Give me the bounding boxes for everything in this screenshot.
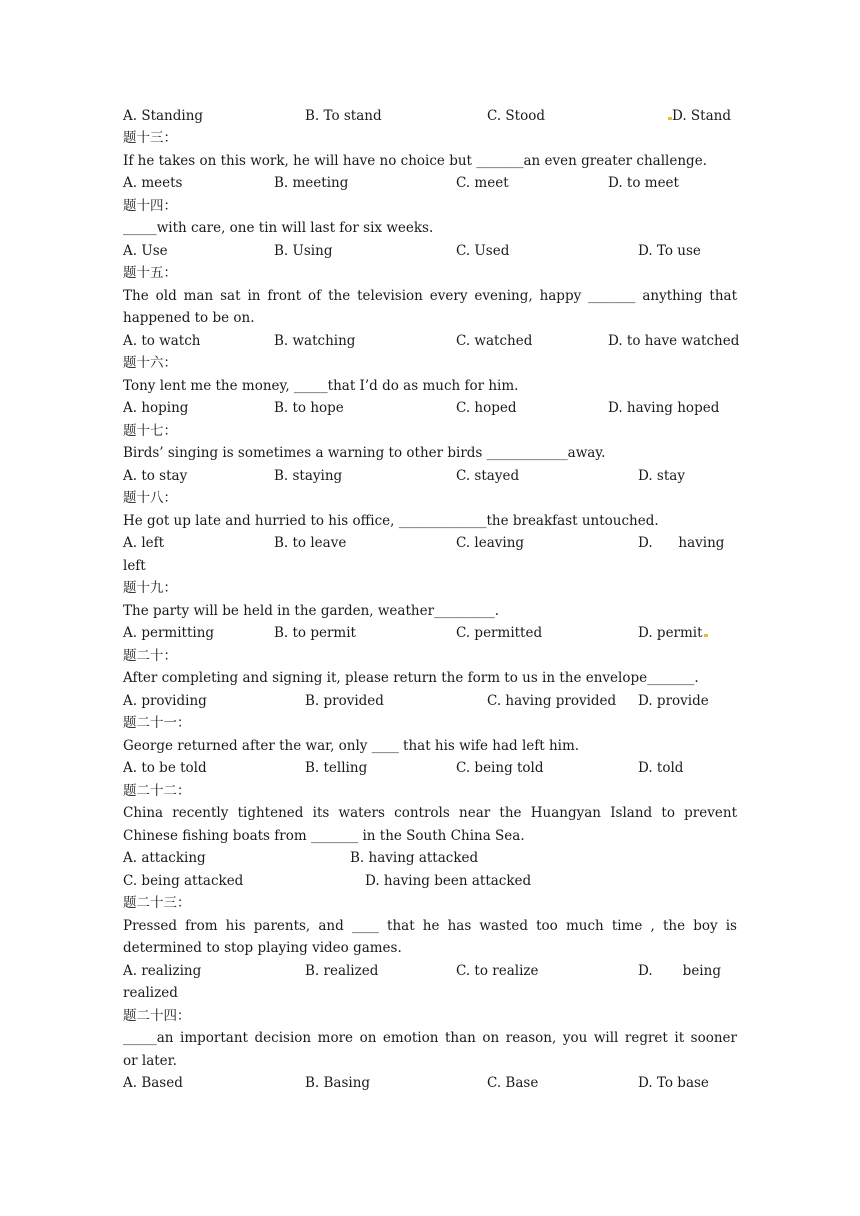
q20-option-d: D. provide bbox=[638, 693, 709, 709]
q22-option-b: B. having attacked bbox=[350, 850, 479, 866]
q15-option-b: B. watching bbox=[274, 333, 356, 349]
q12-option-a: A. Standing bbox=[123, 108, 204, 124]
q24-option-c: C. Base bbox=[487, 1075, 539, 1091]
q16-label: 题十六： bbox=[123, 355, 177, 371]
q24-option-b: B. Basing bbox=[305, 1075, 371, 1091]
q21-option-c: C. being told bbox=[456, 760, 544, 776]
q13-option-c: C. meet bbox=[456, 175, 509, 191]
q19-option-a: A. permitting bbox=[123, 625, 215, 641]
q13-option-d: D. to meet bbox=[608, 175, 679, 191]
q20-option-b: B. provided bbox=[305, 693, 384, 709]
q21-option-d: D. told bbox=[638, 760, 684, 776]
q15-stem-line2: happened to be on. bbox=[123, 310, 255, 326]
q23-option-c: C. to realize bbox=[456, 963, 539, 979]
q17-option-a: A. to stay bbox=[123, 468, 188, 484]
q23-options bbox=[123, 960, 737, 982]
q15-option-d: D. to have watched bbox=[608, 333, 740, 349]
q13-option-b: B. meeting bbox=[274, 175, 349, 191]
q15-option-a: A. to watch bbox=[123, 333, 201, 349]
q24-label: 题二十四： bbox=[123, 1008, 191, 1024]
q20-option-c: C. having provided bbox=[487, 693, 617, 709]
q15-stem-line1: The old man sat in front of the television every evening, happy _______ anything that bbox=[123, 288, 737, 304]
q22-options-row1 bbox=[123, 847, 737, 869]
q12-option-c: C. Stood bbox=[487, 108, 546, 124]
q16-option-a: A. hoping bbox=[123, 400, 189, 416]
q23-label: 题二十三： bbox=[123, 895, 191, 911]
q17-option-c: C. stayed bbox=[456, 468, 520, 484]
q17-label: 题十七： bbox=[123, 423, 177, 439]
highlight-mark bbox=[704, 634, 708, 637]
q15-label: 题十五： bbox=[123, 265, 177, 281]
q16-option-b: B. to hope bbox=[274, 400, 344, 416]
q23-option-d-continued: realized bbox=[123, 985, 178, 1001]
q20-label: 题二十： bbox=[123, 648, 177, 664]
q23-option-b: B. realized bbox=[305, 963, 379, 979]
q19-stem: The party will be held in the garden, weather_________. bbox=[123, 603, 500, 619]
q24-options bbox=[123, 1072, 737, 1094]
q18-option-b: B. to leave bbox=[274, 535, 347, 551]
q24-stem-line2: or later. bbox=[123, 1053, 177, 1069]
q19-options bbox=[123, 622, 737, 644]
q18-option-c: C. leaving bbox=[456, 535, 525, 551]
q22-option-a: A. attacking bbox=[123, 850, 206, 866]
q18-options bbox=[123, 532, 737, 554]
q17-option-b: B. staying bbox=[274, 468, 343, 484]
q17-stem: Birds’ singing is sometimes a warning to other birds ____________away. bbox=[123, 445, 606, 461]
q14-option-c: C. Used bbox=[456, 243, 510, 259]
q14-stem: _____with care, one tin will last for six weeks. bbox=[123, 220, 434, 236]
q18-option-d: D. having bbox=[638, 535, 725, 551]
q14-options bbox=[123, 240, 737, 262]
q24-stem-line1: _____an important decision more on emotion than on reason, you will regret it sooner bbox=[123, 1030, 737, 1046]
q13-options bbox=[123, 172, 737, 194]
q12-option-b: B. To stand bbox=[305, 108, 382, 124]
q14-option-a: A. Use bbox=[123, 243, 168, 259]
q22-option-d: D. having been attacked bbox=[365, 873, 532, 889]
q22-label: 题二十二： bbox=[123, 783, 191, 799]
q20-stem: After completing and signing it, please return the form to us in the envelope_______. bbox=[123, 670, 699, 686]
q21-option-a: A. to be told bbox=[123, 760, 207, 776]
q21-option-b: B. telling bbox=[305, 760, 368, 776]
q19-option-d: D. permit bbox=[638, 622, 708, 644]
q19-option-b: B. to permit bbox=[274, 625, 356, 641]
q22-stem-line1: China recently tightened its waters controls near the Huangyan Island to prevent bbox=[123, 805, 737, 821]
q14-label: 题十四： bbox=[123, 198, 177, 214]
q23-option-d: D. being bbox=[638, 963, 721, 979]
q23-stem-line2: determined to stop playing video games. bbox=[123, 940, 402, 956]
q12-options bbox=[123, 105, 737, 127]
q15-options bbox=[123, 330, 740, 352]
q13-label: 题十三： bbox=[123, 130, 177, 146]
q13-option-a: A. meets bbox=[123, 175, 183, 191]
q21-stem: George returned after the war, only ____ that his wife had left him. bbox=[123, 738, 580, 754]
q14-option-d: D. To use bbox=[638, 243, 701, 259]
q19-option-c: C. permitted bbox=[456, 625, 543, 641]
q17-options bbox=[123, 465, 737, 487]
q18-stem: He got up late and hurried to his office, _____________the breakfast untouched. bbox=[123, 513, 659, 529]
q20-options bbox=[123, 690, 737, 712]
q13-stem: If he takes on this work, he will have no choice but _______an even greater challenge. bbox=[123, 153, 707, 169]
q22-stem-line2: Chinese fishing boats from _______ in the South China Sea. bbox=[123, 828, 525, 844]
q21-label: 题二十一： bbox=[123, 715, 191, 731]
q17-option-d: D. stay bbox=[638, 468, 685, 484]
q18-label: 题十八： bbox=[123, 490, 177, 506]
q14-option-b: B. Using bbox=[274, 243, 333, 259]
q18-option-a: A. left bbox=[123, 535, 165, 551]
q16-option-c: C. hoped bbox=[456, 400, 517, 416]
q24-option-d: D. To base bbox=[638, 1075, 709, 1091]
q23-stem-line1: Pressed from his parents, and ____ that he has wasted too much time , the boy is bbox=[123, 918, 737, 934]
q16-option-d: D. having hoped bbox=[608, 400, 720, 416]
q16-options bbox=[123, 397, 737, 419]
q23-option-a: A. realizing bbox=[123, 963, 202, 979]
q18-option-d-continued: left bbox=[123, 558, 146, 574]
q21-options bbox=[123, 757, 737, 779]
q20-option-a: A. providing bbox=[123, 693, 207, 709]
q15-option-c: C. watched bbox=[456, 333, 533, 349]
q19-label: 题十九： bbox=[123, 580, 177, 596]
q12-option-d: D. Stand bbox=[667, 105, 731, 127]
q22-options-row2 bbox=[123, 870, 737, 892]
q22-option-c: C. being attacked bbox=[123, 873, 244, 889]
q16-stem: Tony lent me the money, _____that I’d do as much for him. bbox=[123, 378, 519, 394]
q24-option-a: A. Based bbox=[123, 1075, 183, 1091]
